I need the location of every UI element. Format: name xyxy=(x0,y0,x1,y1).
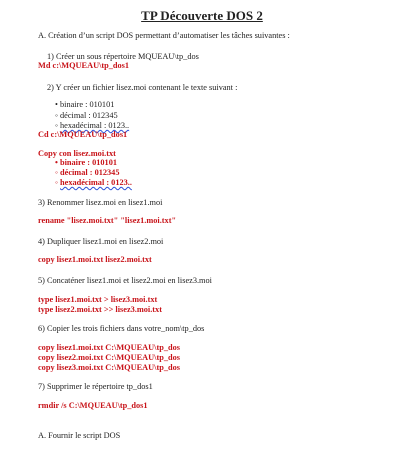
section-a-heading: A. Création d’un script DOS permettant d’automatiser les tâches suivantes : xyxy=(38,31,290,40)
red-bullet-decimal: ◦ décimal : 012345 xyxy=(55,168,120,177)
command-copy-1: copy lisez1.moi.txt C:\MQUEAU\tp_dos xyxy=(38,343,180,352)
step-4-text: 4) Dupliquer lisez1.moi en lisez2.moi xyxy=(38,237,164,246)
command-type-2: type lisez2.moi.txt >> lisez3.moi.txt xyxy=(38,305,162,314)
step-3-text: 3) Renommer lisez.moi en lisez1.moi xyxy=(38,198,163,207)
command-copy-duplicate: copy lisez1.moi.txt lisez2.moi.txt xyxy=(38,255,152,264)
step-1-text: 1) Créer un sous répertoire MQUEAU\tp_dos xyxy=(47,52,199,61)
command-rename: rename "lisez.moi.txt" "lisez1.moi.txt" xyxy=(38,216,177,225)
command-copy-2: copy lisez2.moi.txt C:\MQUEAU\tp_dos xyxy=(38,353,180,362)
step-2-text: 2) Y créer un fichier lisez.moi contenant le texte suivant : xyxy=(47,83,238,92)
red-bullet-hexadecimal: ◦ hexadécimal : 0123.. xyxy=(55,178,132,187)
step-6-text: 6) Copier les trois fichiers dans votre_nom\tp_dos xyxy=(38,324,205,333)
bullet-binaire: • binaire : 010101 xyxy=(55,100,115,109)
command-rmdir: rmdir /s C:\MQUEAU\tp_dos1 xyxy=(38,401,148,410)
bullet-decimal: ◦ décimal : 012345 xyxy=(55,111,118,120)
step-5-text: 5) Concaténer lisez1.moi et lisez2.moi en lisez3.moi xyxy=(38,276,212,285)
command-type-1: type lisez1.moi.txt > lisez3.moi.txt xyxy=(38,295,158,304)
bullet-hexadecimal: ◦ hexadécimal : 0123.. xyxy=(55,121,130,130)
red-bullet-binaire: • binaire : 010101 xyxy=(55,158,117,167)
command-copy-3: copy lisez3.moi.txt C:\MQUEAU\tp_dos xyxy=(38,363,180,372)
command-md: Md c:\MQUEAU\tp_dos1 xyxy=(38,61,130,70)
page-title: TP Découverte DOS 2 xyxy=(141,8,263,23)
command-copy-con: Copy con lisez.moi.txt xyxy=(38,149,116,158)
section-b-heading: A. Fournir le script DOS xyxy=(38,431,121,440)
command-cd: Cd c:\MQUEAU\tp_dos1 xyxy=(38,130,128,139)
step-7-text: 7) Supprimer le répertoire tp_dos1 xyxy=(38,382,153,391)
